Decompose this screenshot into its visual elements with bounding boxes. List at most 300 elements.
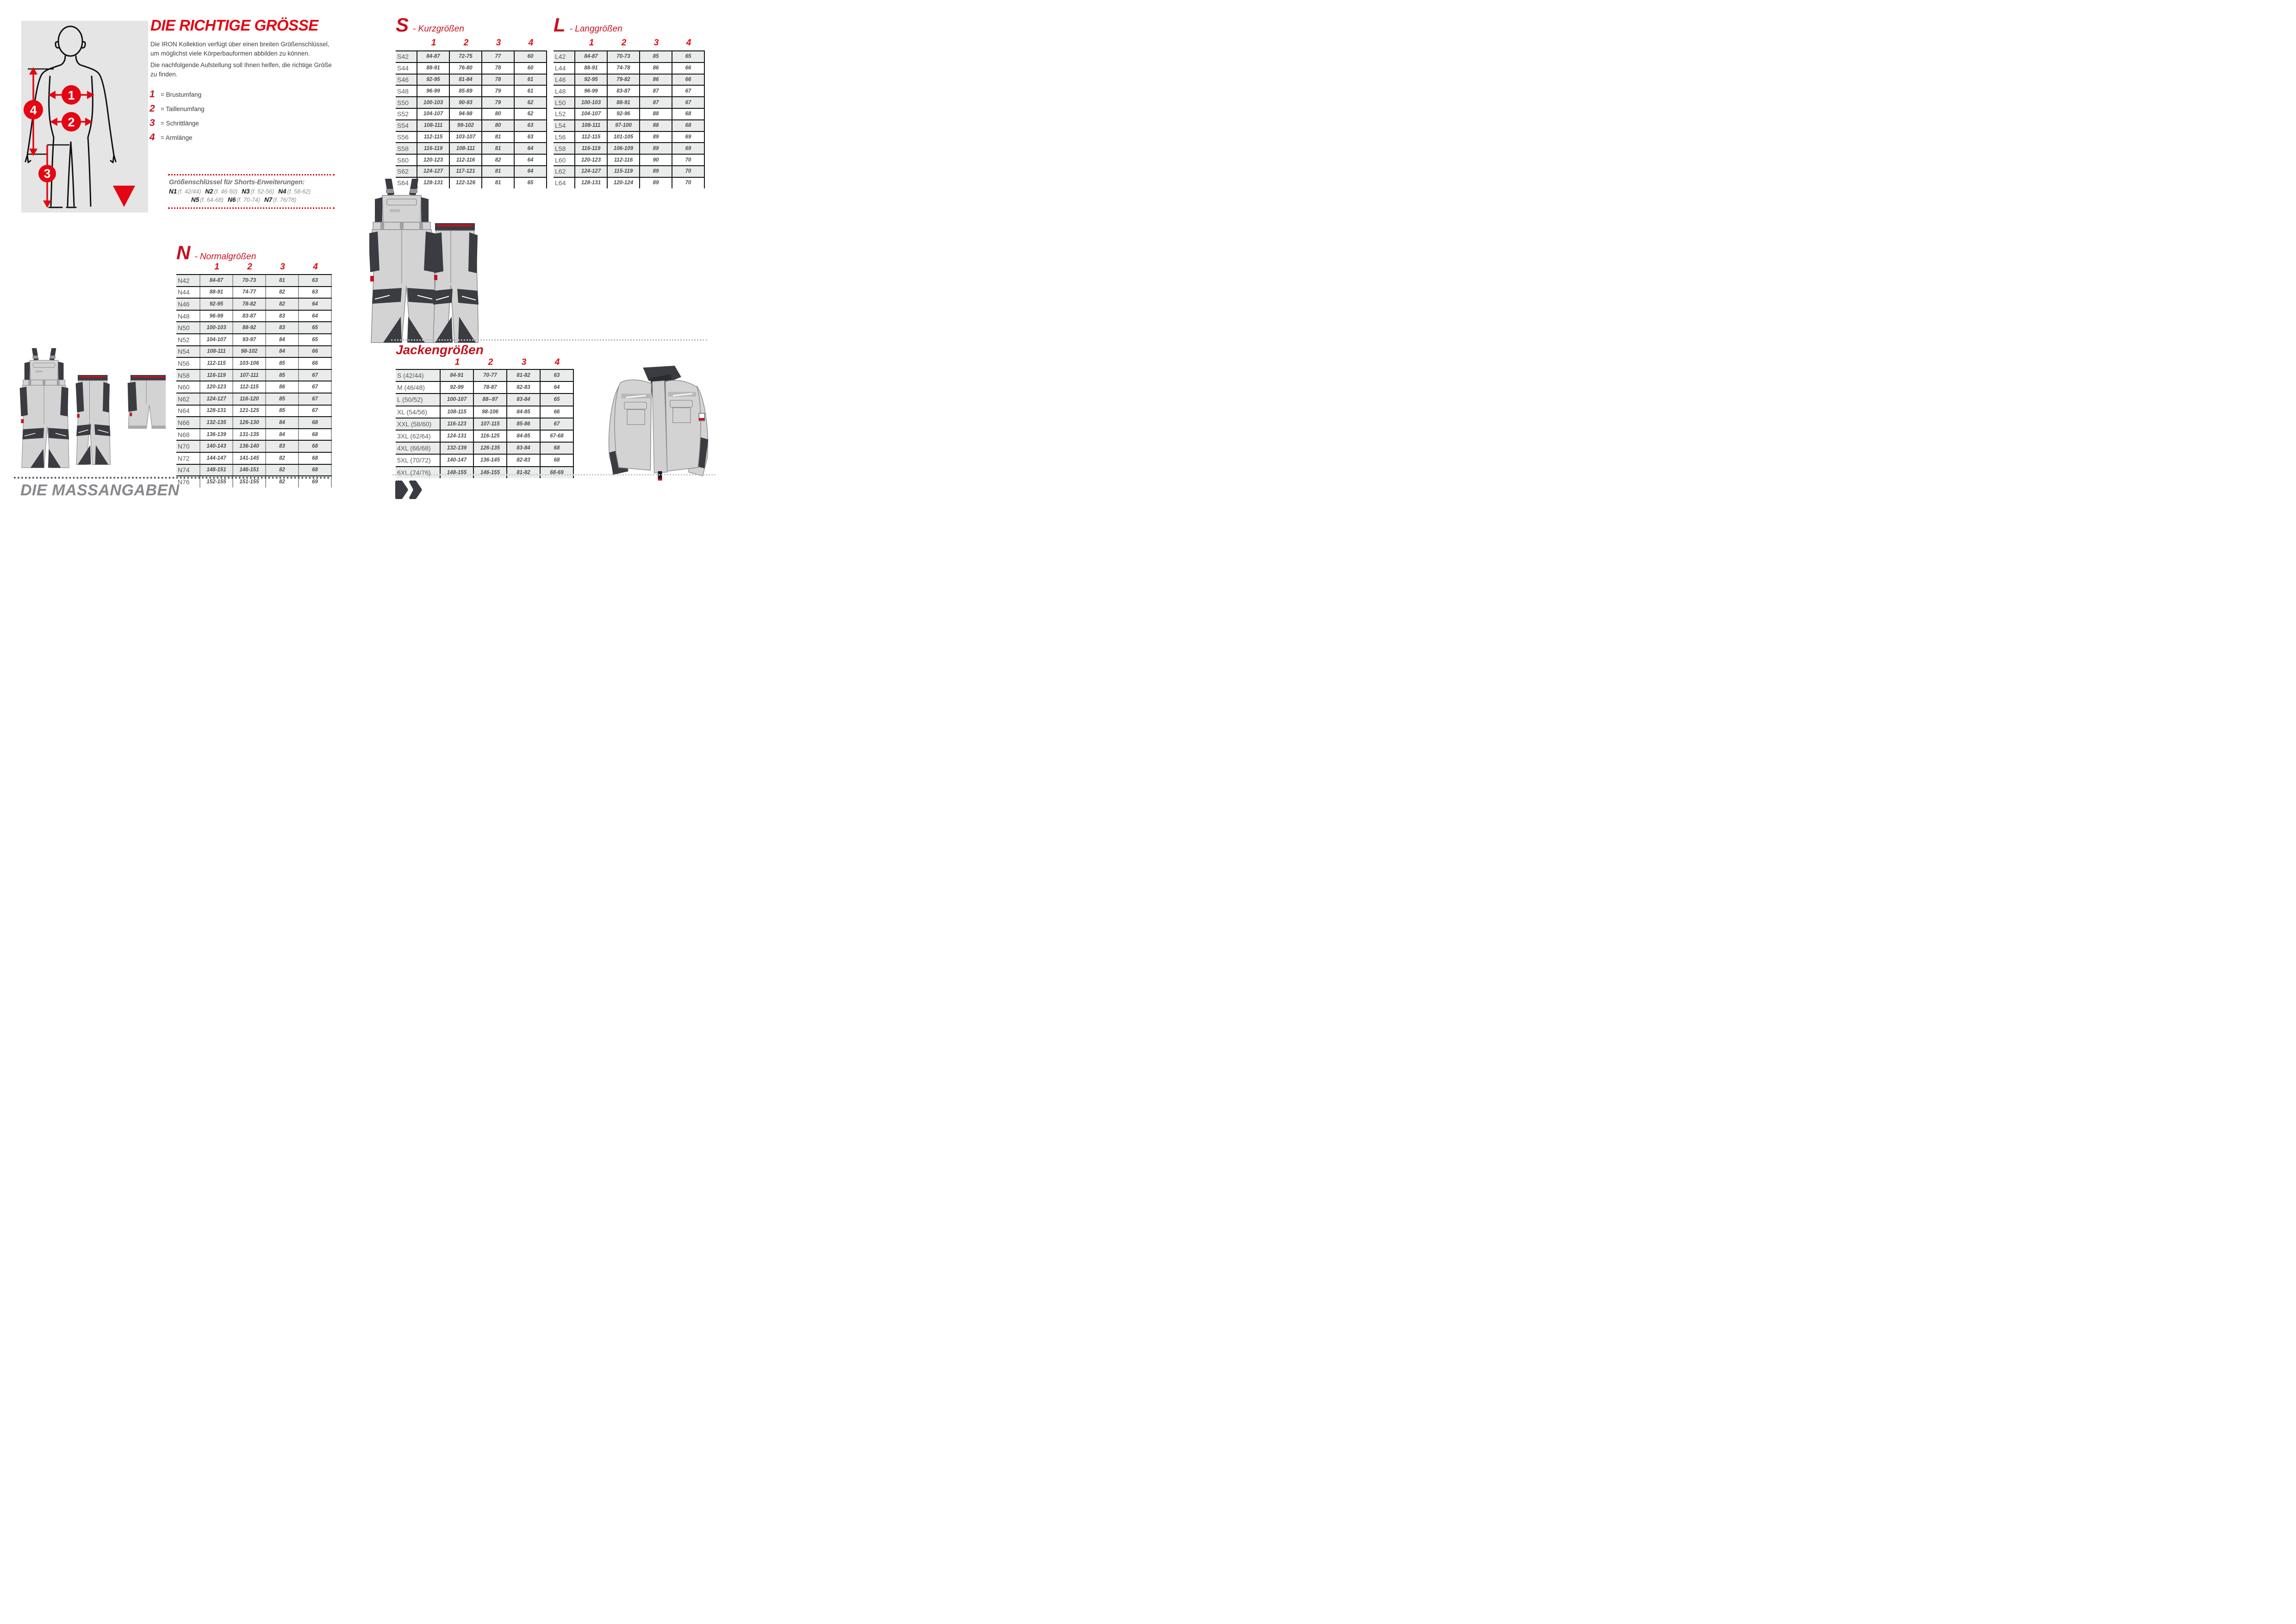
size-row [554, 85, 705, 96]
size-label: L48 [554, 86, 575, 96]
section-name: - Normalgrößen [194, 252, 256, 262]
size-value: 83-84 [507, 443, 541, 454]
size-value: 89 [640, 143, 672, 154]
size-value: 117-121 [450, 166, 482, 177]
size-value: 90-93 [450, 97, 482, 108]
size-row [176, 333, 332, 345]
size-label: L62 [554, 166, 575, 177]
shorts-size-code: N5 [191, 196, 199, 203]
section-name: - Kurzgrößen [413, 24, 464, 34]
intro-paragraph-2: Die nachfolgende Aufstellung soll Ihnen helfen, die richtige Größe zu finden. [150, 62, 332, 78]
column-header: 1 [431, 38, 436, 48]
size-value: 88-92 [233, 322, 266, 333]
size-value: 98-102 [233, 346, 266, 357]
size-value: 112-115 [233, 381, 266, 393]
section-header-kurz [396, 14, 464, 36]
size-value: 82 [266, 465, 299, 476]
size-label: S46 [396, 75, 417, 85]
size-value: 89 [640, 178, 672, 188]
size-row [554, 131, 705, 143]
size-row [176, 286, 332, 298]
size-label: S54 [396, 120, 417, 131]
size-label: L60 [554, 155, 575, 165]
legend-item [149, 132, 205, 143]
intro-paragraph-1: Die IRON Kollektion verfügt über einen breiten Größenschlüssel, um möglichst viele Körperbauformen abbilden zu können. [150, 41, 330, 57]
svg-text:2: 2 [68, 115, 75, 129]
size-value: 100-103 [575, 97, 608, 108]
size-value: 100-103 [417, 97, 450, 108]
size-value: 124-127 [575, 166, 608, 177]
size-row [396, 85, 547, 96]
footer-title: DIE MASSANGABEN [20, 481, 180, 499]
size-value: 85 [266, 370, 299, 381]
size-value: 66 [672, 63, 705, 74]
size-label: N64 [176, 406, 200, 417]
column-header: 1 [454, 357, 460, 367]
size-label: N48 [176, 311, 200, 322]
size-value: 85 [640, 51, 672, 62]
size-row [176, 357, 332, 369]
size-value: 107-115 [474, 418, 507, 430]
size-value: 116-123 [441, 418, 474, 430]
size-value: 104-107 [200, 334, 233, 345]
size-value: 81-84 [450, 75, 482, 85]
size-value: 72-75 [450, 51, 482, 62]
svg-text:1: 1 [68, 88, 75, 102]
size-row [396, 369, 574, 381]
size-value: 64 [541, 382, 574, 393]
size-value: 74-78 [608, 63, 640, 74]
size-value: 83 [266, 311, 299, 322]
size-value: 60 [515, 63, 547, 74]
size-row [396, 131, 547, 143]
size-label: S62 [396, 166, 417, 177]
size-value: 78-82 [233, 299, 266, 310]
size-label: L56 [554, 132, 575, 143]
size-value: 88 [640, 109, 672, 119]
size-row [176, 428, 332, 440]
size-value: 108-111 [200, 346, 233, 357]
size-value: 60 [515, 51, 547, 62]
size-value: 100-103 [200, 322, 233, 333]
size-value: 81 [482, 132, 515, 143]
section-header-normal [176, 244, 256, 262]
size-value: 79-82 [608, 75, 640, 85]
size-value: 83-87 [608, 86, 640, 96]
size-value: 120-123 [575, 155, 608, 165]
size-value: 88-91 [575, 63, 608, 74]
column-header: 2 [463, 38, 469, 48]
size-value: 76-80 [450, 63, 482, 74]
size-value: 63 [299, 275, 332, 286]
size-row [176, 298, 332, 310]
size-row [396, 454, 574, 466]
size-label: N60 [176, 381, 200, 393]
size-value: 84 [266, 334, 299, 345]
jacket-size-table [396, 357, 574, 478]
size-label: 6XL (74/76) [396, 467, 441, 478]
size-value: 126-130 [233, 417, 266, 428]
size-value: 85-86 [507, 418, 541, 430]
size-value: 82 [266, 476, 299, 487]
size-value: 141-145 [233, 453, 266, 464]
size-value: 67 [672, 97, 705, 108]
size-row [396, 50, 547, 62]
size-value: 140-147 [441, 455, 474, 466]
garment-trio-illustration [13, 348, 166, 479]
size-row [554, 154, 705, 165]
column-header: 3 [280, 262, 285, 272]
size-row [176, 369, 332, 381]
size-table-kurz [396, 38, 547, 188]
size-value: 68-69 [541, 467, 574, 478]
size-value: 128-131 [200, 406, 233, 417]
shorts-key-line [169, 196, 334, 203]
legend-item [149, 118, 205, 129]
size-value: 152-155 [200, 476, 233, 487]
size-row [176, 440, 332, 452]
size-label: S (42/44) [396, 370, 441, 381]
size-value: 82 [266, 287, 299, 298]
size-value: 67 [672, 86, 705, 96]
size-value: 108-111 [575, 120, 608, 131]
legend-label: = Armlänge [161, 134, 193, 141]
size-label: L42 [554, 51, 575, 62]
size-value: 96-99 [575, 86, 608, 96]
column-header: 1 [589, 38, 594, 48]
size-value: 88-91 [200, 287, 233, 298]
size-value: 84-87 [575, 51, 608, 62]
size-value: 86 [640, 75, 672, 85]
size-value: 66 [299, 346, 332, 357]
size-value: 81 [482, 166, 515, 177]
size-value: 86 [266, 381, 299, 393]
size-value: 108-111 [450, 143, 482, 154]
size-value: 126-135 [474, 443, 507, 454]
size-value: 82-83 [507, 382, 541, 393]
size-value: 64 [515, 143, 547, 154]
shorts-size-code: N2 [205, 188, 213, 195]
column-header: 2 [247, 262, 252, 272]
size-row [396, 418, 574, 430]
size-row [396, 74, 547, 85]
size-value: 98-106 [474, 406, 507, 418]
size-value: 87 [640, 86, 672, 96]
size-value: 112-115 [575, 132, 608, 143]
size-value: 83 [266, 322, 299, 333]
size-value: 148-155 [441, 467, 474, 478]
size-label: L64 [554, 178, 575, 188]
size-row [396, 406, 574, 418]
size-value: 148-151 [200, 465, 233, 476]
size-label: S60 [396, 155, 417, 165]
legend-label: = Taillenumfang [161, 105, 205, 112]
size-value: 112-115 [417, 132, 450, 143]
size-row [176, 381, 332, 393]
size-value: 151-155 [233, 476, 266, 487]
size-label: L50 [554, 97, 575, 108]
size-value: 70 [672, 166, 705, 177]
size-value: 88 [640, 120, 672, 131]
size-label: N72 [176, 453, 200, 464]
size-value: 104-107 [417, 109, 450, 119]
size-value: 92-95 [575, 75, 608, 85]
size-value: 67 [299, 394, 332, 405]
size-value: 68 [672, 120, 705, 131]
size-label: S42 [396, 51, 417, 62]
column-header: 3 [521, 357, 527, 367]
size-value: 121-125 [233, 406, 266, 417]
size-row [396, 442, 574, 454]
size-value: 61 [515, 75, 547, 85]
size-value: 124-127 [200, 394, 233, 405]
size-row [396, 119, 547, 131]
size-label: XL (54/56) [396, 406, 441, 418]
column-headers [554, 38, 705, 50]
size-label: N46 [176, 299, 200, 310]
size-label: N74 [176, 465, 200, 476]
size-value: 66 [672, 75, 705, 85]
size-value: 62 [515, 97, 547, 108]
size-value: 120-123 [200, 381, 233, 393]
size-value: 68 [672, 109, 705, 119]
size-value: 112-116 [608, 155, 640, 165]
size-value: 136-140 [233, 441, 266, 452]
shorts-size-range: (f. 46-50) [214, 188, 238, 195]
size-value: 83-84 [507, 394, 541, 405]
shorts-size-code: N1 [169, 188, 177, 195]
size-value: 84-85 [507, 431, 541, 442]
size-row [176, 464, 332, 476]
size-label: XXL (58/60) [396, 418, 441, 430]
dotted-divider-bottom-right [392, 474, 716, 475]
size-value: 112-115 [200, 358, 233, 369]
column-header: 4 [554, 357, 560, 367]
size-label: N70 [176, 441, 200, 452]
size-row [554, 74, 705, 85]
size-value: 66 [299, 358, 332, 369]
size-row [176, 274, 332, 286]
size-value: 82 [266, 299, 299, 310]
size-value: 67 [299, 370, 332, 381]
dotted-divider [391, 339, 707, 341]
size-value: 63 [541, 370, 574, 381]
size-value: 84-87 [417, 51, 450, 62]
size-value: 88-91 [608, 97, 640, 108]
size-row [554, 177, 705, 188]
shorts-key-line [169, 188, 334, 195]
size-row [554, 142, 705, 154]
size-value: 64 [299, 299, 332, 310]
size-label: N44 [176, 287, 200, 298]
size-row [176, 310, 332, 322]
size-value: 65 [515, 178, 547, 188]
size-value: 115-119 [608, 166, 640, 177]
size-value: 124-131 [441, 431, 474, 442]
size-label: S48 [396, 86, 417, 96]
size-value: 90 [640, 155, 672, 165]
size-label: M (46/48) [396, 382, 441, 393]
size-label: L58 [554, 143, 575, 154]
size-value: 112-116 [450, 155, 482, 165]
size-table-normal [176, 262, 332, 487]
size-value: 69 [299, 476, 332, 487]
column-headers [396, 38, 547, 50]
size-value: 92-95 [200, 299, 233, 310]
column-header: 3 [653, 38, 659, 48]
size-value: 128-131 [417, 178, 450, 188]
size-value: 93-97 [233, 334, 266, 345]
size-row [176, 416, 332, 428]
size-value: 68 [541, 443, 574, 454]
size-value: 87 [640, 97, 672, 108]
size-label: 3XL (62/64) [396, 431, 441, 442]
section-name: - Langgrößen [569, 24, 622, 34]
size-row [554, 62, 705, 74]
size-value: 62 [515, 109, 547, 119]
size-label: 4XL (66/68) [396, 443, 441, 454]
size-value: 80 [482, 120, 515, 131]
size-value: 122-126 [450, 178, 482, 188]
size-value: 132-135 [200, 417, 233, 428]
size-value: 65 [299, 322, 332, 333]
size-row [554, 50, 705, 62]
size-value: 81-82 [507, 370, 541, 381]
size-value: 146-155 [474, 467, 507, 478]
size-value: 146-151 [233, 465, 266, 476]
jacket-table-title: Jackengrößen [396, 343, 484, 357]
size-value: 85 [266, 358, 299, 369]
size-label: L52 [554, 109, 575, 119]
size-value: 84 [266, 346, 299, 357]
size-label: N66 [176, 417, 200, 428]
legend-number: 1 [149, 89, 155, 100]
size-value: 64 [515, 155, 547, 165]
size-value: 68 [299, 453, 332, 464]
shorts-size-range: (f. 64-68) [200, 197, 224, 203]
size-row [396, 62, 547, 74]
size-value: 99-102 [450, 120, 482, 131]
size-value: 65 [541, 394, 574, 405]
size-value: 97-100 [608, 120, 640, 131]
jacket-illustration [605, 365, 711, 481]
section-header-lang [554, 14, 622, 36]
shorts-size-range: (f. 58-62) [287, 188, 311, 195]
size-value: 78 [482, 63, 515, 74]
body-measure-diagram [21, 21, 148, 212]
size-row [554, 119, 705, 131]
size-row [176, 345, 332, 357]
section-letter: S [396, 14, 409, 36]
size-value: 63 [515, 132, 547, 143]
size-value: 84-91 [441, 370, 474, 381]
size-value: 108-111 [417, 120, 450, 131]
size-value: 116-119 [417, 143, 450, 154]
size-value: 116-125 [474, 431, 507, 442]
bib-overall-and-pants-illustration [369, 179, 479, 344]
size-value: 77 [482, 51, 515, 62]
size-value: 136-139 [200, 429, 233, 440]
size-value: 83-87 [233, 311, 266, 322]
size-row [396, 108, 547, 119]
size-value: 140-143 [200, 441, 233, 452]
size-row [554, 96, 705, 108]
legend-number: 3 [149, 118, 155, 128]
size-value: 69 [672, 132, 705, 143]
size-label: S56 [396, 132, 417, 143]
size-value: 89 [640, 132, 672, 143]
shorts-size-range: (f. 52-56) [250, 188, 274, 195]
size-label: N62 [176, 394, 200, 405]
size-label: S64 [396, 178, 417, 188]
size-label: N42 [176, 275, 200, 286]
size-row [554, 108, 705, 119]
size-value: 70-73 [233, 275, 266, 286]
legend-number: 2 [149, 103, 155, 114]
legend-item [149, 103, 205, 114]
size-value: 103-106 [233, 358, 266, 369]
size-value: 96-99 [417, 86, 450, 96]
size-value: 70-73 [608, 51, 640, 62]
dotted-divider-bottom-left [14, 477, 330, 479]
section-letter: N [176, 242, 191, 263]
size-label: S58 [396, 143, 417, 154]
svg-text:4: 4 [30, 103, 37, 117]
shorts-size-range: (f. 76/78) [273, 197, 297, 203]
size-value: 63 [515, 120, 547, 131]
size-label: L (50/52) [396, 394, 441, 405]
size-value: 120-123 [417, 155, 450, 165]
size-row [176, 452, 332, 464]
size-value: 61 [515, 86, 547, 96]
size-value: 116-119 [200, 370, 233, 381]
size-value: 132-139 [441, 443, 474, 454]
column-headers [176, 262, 332, 274]
size-value: 70 [672, 178, 705, 188]
size-value: 78 [482, 75, 515, 85]
column-header: 4 [528, 38, 534, 48]
legend-item [149, 89, 205, 100]
size-row [396, 142, 547, 154]
size-value: 79 [482, 86, 515, 96]
shorts-size-range: (f. 70-74) [236, 197, 260, 203]
column-header: 1 [214, 262, 219, 272]
size-label: N58 [176, 370, 200, 381]
size-row [396, 165, 547, 177]
size-value: 144-147 [200, 453, 233, 464]
size-row [176, 393, 332, 405]
size-value: 82 [482, 155, 515, 165]
size-value: 67 [299, 406, 332, 417]
size-value: 84 [266, 429, 299, 440]
size-row [396, 466, 574, 478]
column-header: 4 [686, 38, 691, 48]
size-value: 66 [541, 406, 574, 418]
legend-label: = Brustumfang [161, 91, 202, 98]
size-value: 136-145 [474, 455, 507, 466]
size-value: 85 [266, 406, 299, 417]
size-row [396, 393, 574, 405]
size-row [176, 321, 332, 333]
section-letter: L [554, 14, 566, 36]
size-label: L46 [554, 75, 575, 85]
size-value: 79 [482, 97, 515, 108]
size-row [396, 430, 574, 442]
shorts-size-key [168, 174, 335, 209]
next-page-chevrons-icon[interactable] [395, 481, 423, 499]
legend-number: 4 [149, 132, 155, 143]
size-row [396, 381, 574, 393]
